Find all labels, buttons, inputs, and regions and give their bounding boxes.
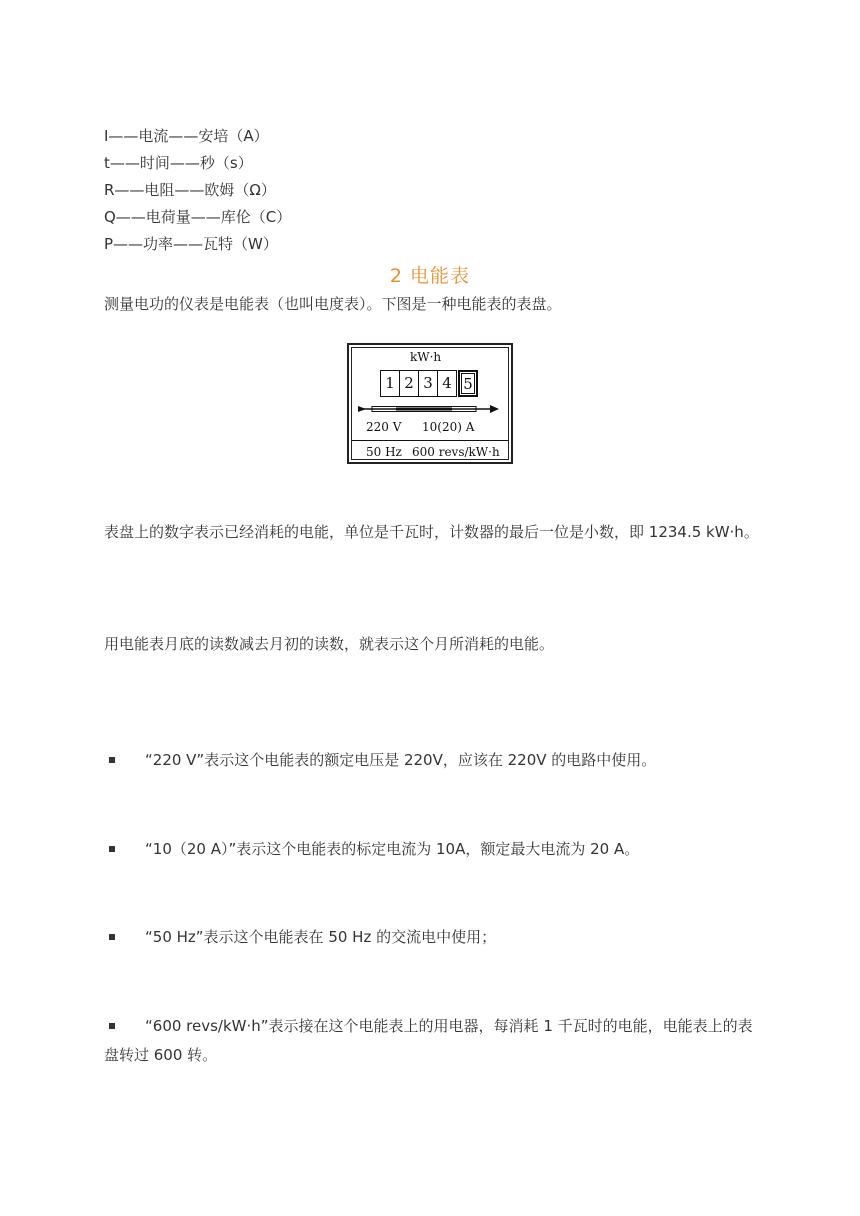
bullet-square-icon <box>109 934 115 940</box>
month-paragraph: 用电能表月底的读数减去月初的读数，就表示这个月所消耗的电能。 <box>104 635 555 653</box>
meter-digit-decimal <box>458 370 478 397</box>
meter-digit: 3 <box>418 370 438 397</box>
bullet-text: “220 V”表示这个电能表的额定电压是 220V，应该在 220V 的电路中使用。 <box>145 751 657 769</box>
bullet-item <box>104 835 760 864</box>
meter-voltage-rating: 220 V <box>366 420 402 434</box>
bullet-text: “600 revs/kW·h”表示接在这个电能表上的用电器，每消耗 1 千瓦时的电能，电能表上的表盘转过 600 转。 <box>104 1017 753 1064</box>
definition-current: I——电流——安培（A） <box>104 127 269 145</box>
meter-digit: 2 <box>399 370 419 397</box>
meter-current-rating: 10(20) A <box>422 420 475 434</box>
bullet-text: “50 Hz”表示这个电能表在 50 Hz 的交流电中使用； <box>145 928 497 946</box>
meter-digit-decimal-value: 5 <box>461 373 475 394</box>
meter-revs: 600 revs/kW·h <box>412 445 500 459</box>
bullet-text: “10（20 A）”表示这个电能表的标定电流为 10A，额定最大电流为 20 A。 <box>145 840 640 858</box>
meter-dial-figure <box>347 343 513 464</box>
reading-paragraph: 表盘上的数字表示已经消耗的电能，单位是千瓦时，计数器的最后一位是小数，即 1234.5 kW·h。 <box>104 523 759 541</box>
definition-power: P——功率——瓦特（W） <box>104 235 278 253</box>
bullet-square-icon <box>109 757 115 763</box>
meter-frequency: 50 Hz <box>366 445 402 459</box>
intro-paragraph: 测量电功的仪表是电能表（也叫电度表）。下图是一种电能表的表盘。 <box>104 295 562 313</box>
bullet-item <box>104 746 760 775</box>
bullet-item <box>104 1012 760 1070</box>
meter-unit-label: kW·h <box>410 350 442 364</box>
meter-divider <box>352 440 508 441</box>
meter-inner-frame <box>351 347 509 460</box>
definition-time: t——时间——秒（s） <box>104 154 253 172</box>
definition-resistance: R——电阻——欧姆（Ω） <box>104 181 276 199</box>
meter-rotor-arrow-icon <box>356 402 502 416</box>
section-heading: 2 电能表 <box>389 265 471 287</box>
meter-digit: 4 <box>437 370 457 397</box>
bullet-item <box>104 923 760 952</box>
bullet-square-icon <box>109 846 115 852</box>
meter-digit: 1 <box>380 370 400 397</box>
bullet-square-icon <box>109 1023 115 1029</box>
definition-charge: Q——电荷量——库伦（C） <box>104 208 292 226</box>
